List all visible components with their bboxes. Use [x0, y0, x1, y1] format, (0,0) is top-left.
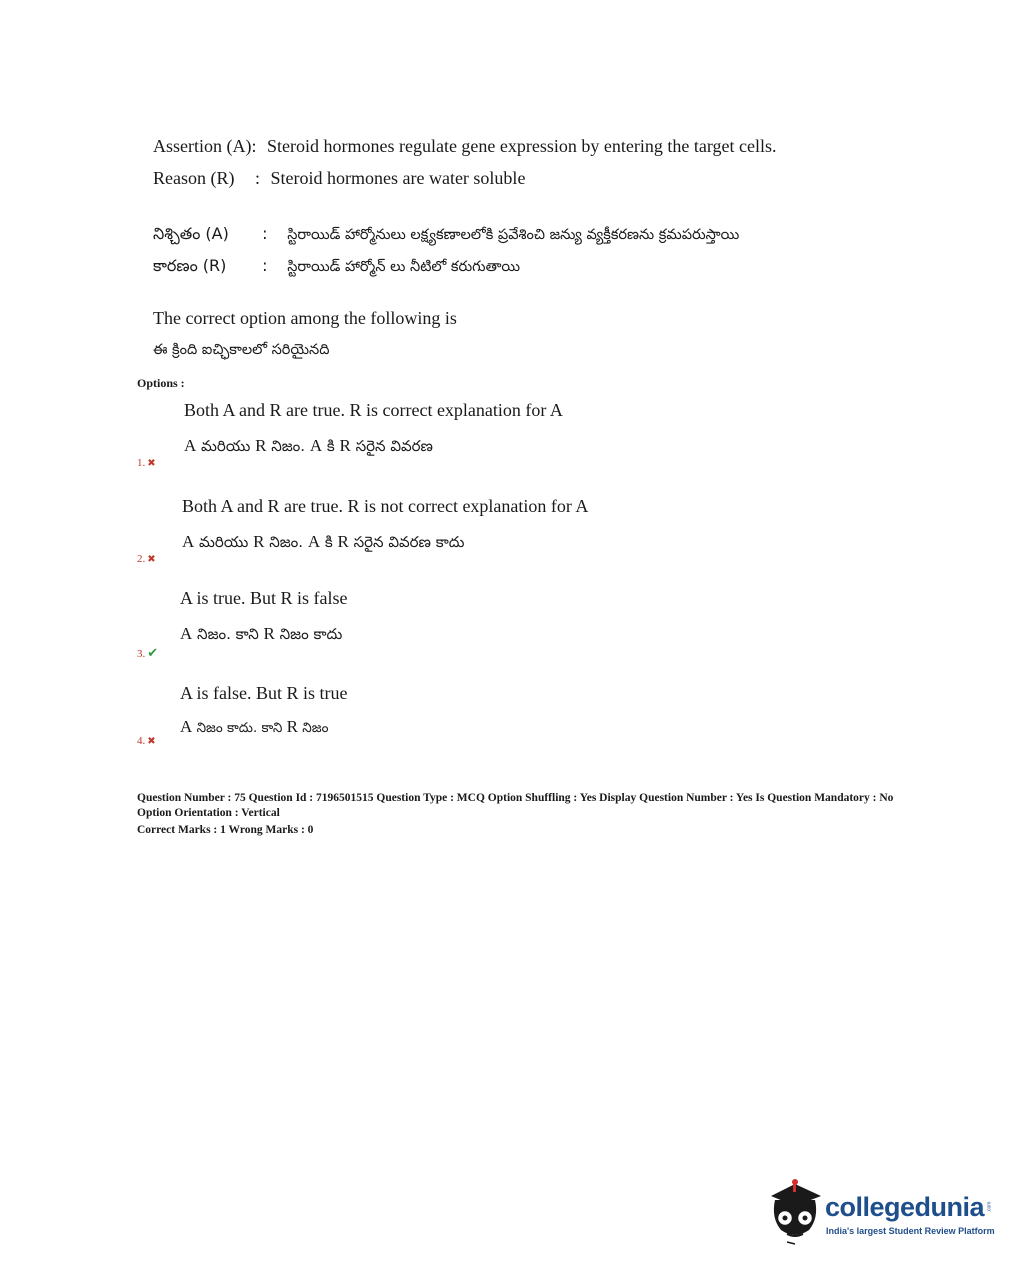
te-part: మరియు — [196, 437, 256, 455]
telugu-assertion-text: స్టిరాయిడ్ హార్మోనులు లక్ష్యకణాలలోకి ప్రవేశించి జన్యు వ్యక్తీకరణను క్రమపరుస్తాయి — [287, 227, 740, 243]
question-meta: Question Number : 75 Question Id : 7196501515 Question Type : MCQ Option Shuffling : Yes Display Question Number : Yes Is Question Mandatory : No Option Orientation : Vertical — [137, 792, 894, 819]
question-prompt-en: The correct option among the following is — [153, 308, 457, 328]
te-part: A — [182, 532, 195, 551]
assertion-label: Assertion (A): — [153, 136, 257, 156]
option-3-text-te[interactable] — [180, 624, 342, 647]
wrong-icon: ✖ — [147, 458, 156, 469]
logo-wordmark: collegedunia — [825, 1192, 985, 1222]
option-3-text-en[interactable]: A is true. But R is false — [180, 588, 348, 608]
te-part: నిజం. — [264, 533, 308, 551]
te-part: కి — [320, 533, 338, 551]
assertion-line — [153, 136, 777, 157]
te-part: R — [337, 532, 349, 551]
reason-sep: : — [254, 168, 260, 188]
te-part: నిజం. కాని — [192, 625, 264, 643]
te-part: నిజం — [297, 720, 329, 736]
option-1-text-te[interactable] — [184, 436, 433, 459]
reason-label: Reason (R) — [153, 168, 235, 188]
te-part: R — [263, 624, 275, 643]
reason-text: Steroid hormones are water soluble — [270, 168, 526, 188]
check-icon: ✔ — [147, 645, 159, 660]
marks-meta: Correct Marks : 1 Wrong Marks : 0 — [137, 824, 314, 836]
te-part: మరియు — [194, 533, 254, 551]
telugu-reason-text: స్టిరాయిడ్ హార్మోన్ లు నీటిలో కరుగుతాయి — [287, 259, 521, 275]
te-part: R — [339, 436, 351, 455]
te-part: సరైన వివరణ — [350, 437, 433, 455]
option-number: 1. — [137, 457, 146, 469]
te-part: A — [180, 717, 193, 736]
mascot-icon — [765, 1178, 825, 1246]
option-2-text-en[interactable]: Both A and R are true. R is not correct explanation for A — [182, 496, 589, 516]
wrong-icon: ✖ — [147, 554, 156, 565]
telugu-assertion-label: నిశ్చితం (A) — [153, 224, 229, 243]
question-prompt-te: ఈ క్రింది ఐచ్ఛికాలలో సరియైనది — [153, 342, 330, 358]
option-number: 2. — [137, 553, 146, 565]
telugu-assertion-line — [153, 224, 739, 247]
te-part: నిజం కాదు. కాని — [192, 720, 287, 736]
collegedunia-logo — [765, 1178, 995, 1248]
option-3-number — [137, 645, 158, 661]
option-number: 3. — [137, 648, 146, 660]
option-4-text-en[interactable]: A is false. But R is true — [180, 683, 348, 703]
te-part: R — [286, 717, 298, 736]
option-number: 4. — [137, 735, 146, 747]
assertion-text: Steroid hormones regulate gene expression by entering the target cells. — [266, 136, 777, 156]
wrong-icon: ✖ — [147, 736, 156, 747]
te-part: A — [309, 436, 323, 455]
telugu-assertion-sep: : — [262, 224, 268, 243]
option-4-number — [137, 735, 156, 747]
te-part: సరైన వివరణ కాదు — [348, 533, 465, 551]
option-1-number — [137, 457, 156, 469]
option-1-text-en[interactable]: Both A and R are true. R is correct explanation for A — [184, 400, 563, 420]
te-part: కి — [322, 437, 340, 455]
telugu-reason-label: కారణం (R) — [153, 256, 227, 275]
logo-domain: .com — [986, 1201, 993, 1213]
option-2-text-te[interactable] — [182, 532, 465, 555]
te-part: A — [184, 436, 197, 455]
te-part: R — [255, 436, 267, 455]
option-4-text-te[interactable] — [180, 717, 328, 739]
logo-tagline: India's largest Student Review Platform — [826, 1226, 995, 1236]
options-label: Options : — [137, 376, 185, 390]
te-part: R — [253, 532, 265, 551]
telugu-reason-line — [153, 256, 520, 279]
te-part: నిజం. — [266, 437, 310, 455]
te-part: A — [180, 624, 193, 643]
te-part: నిజం కాదు — [274, 625, 343, 643]
telugu-reason-sep: : — [262, 256, 268, 275]
te-part: A — [307, 532, 321, 551]
reason-line — [153, 168, 525, 189]
option-2-number — [137, 553, 156, 565]
